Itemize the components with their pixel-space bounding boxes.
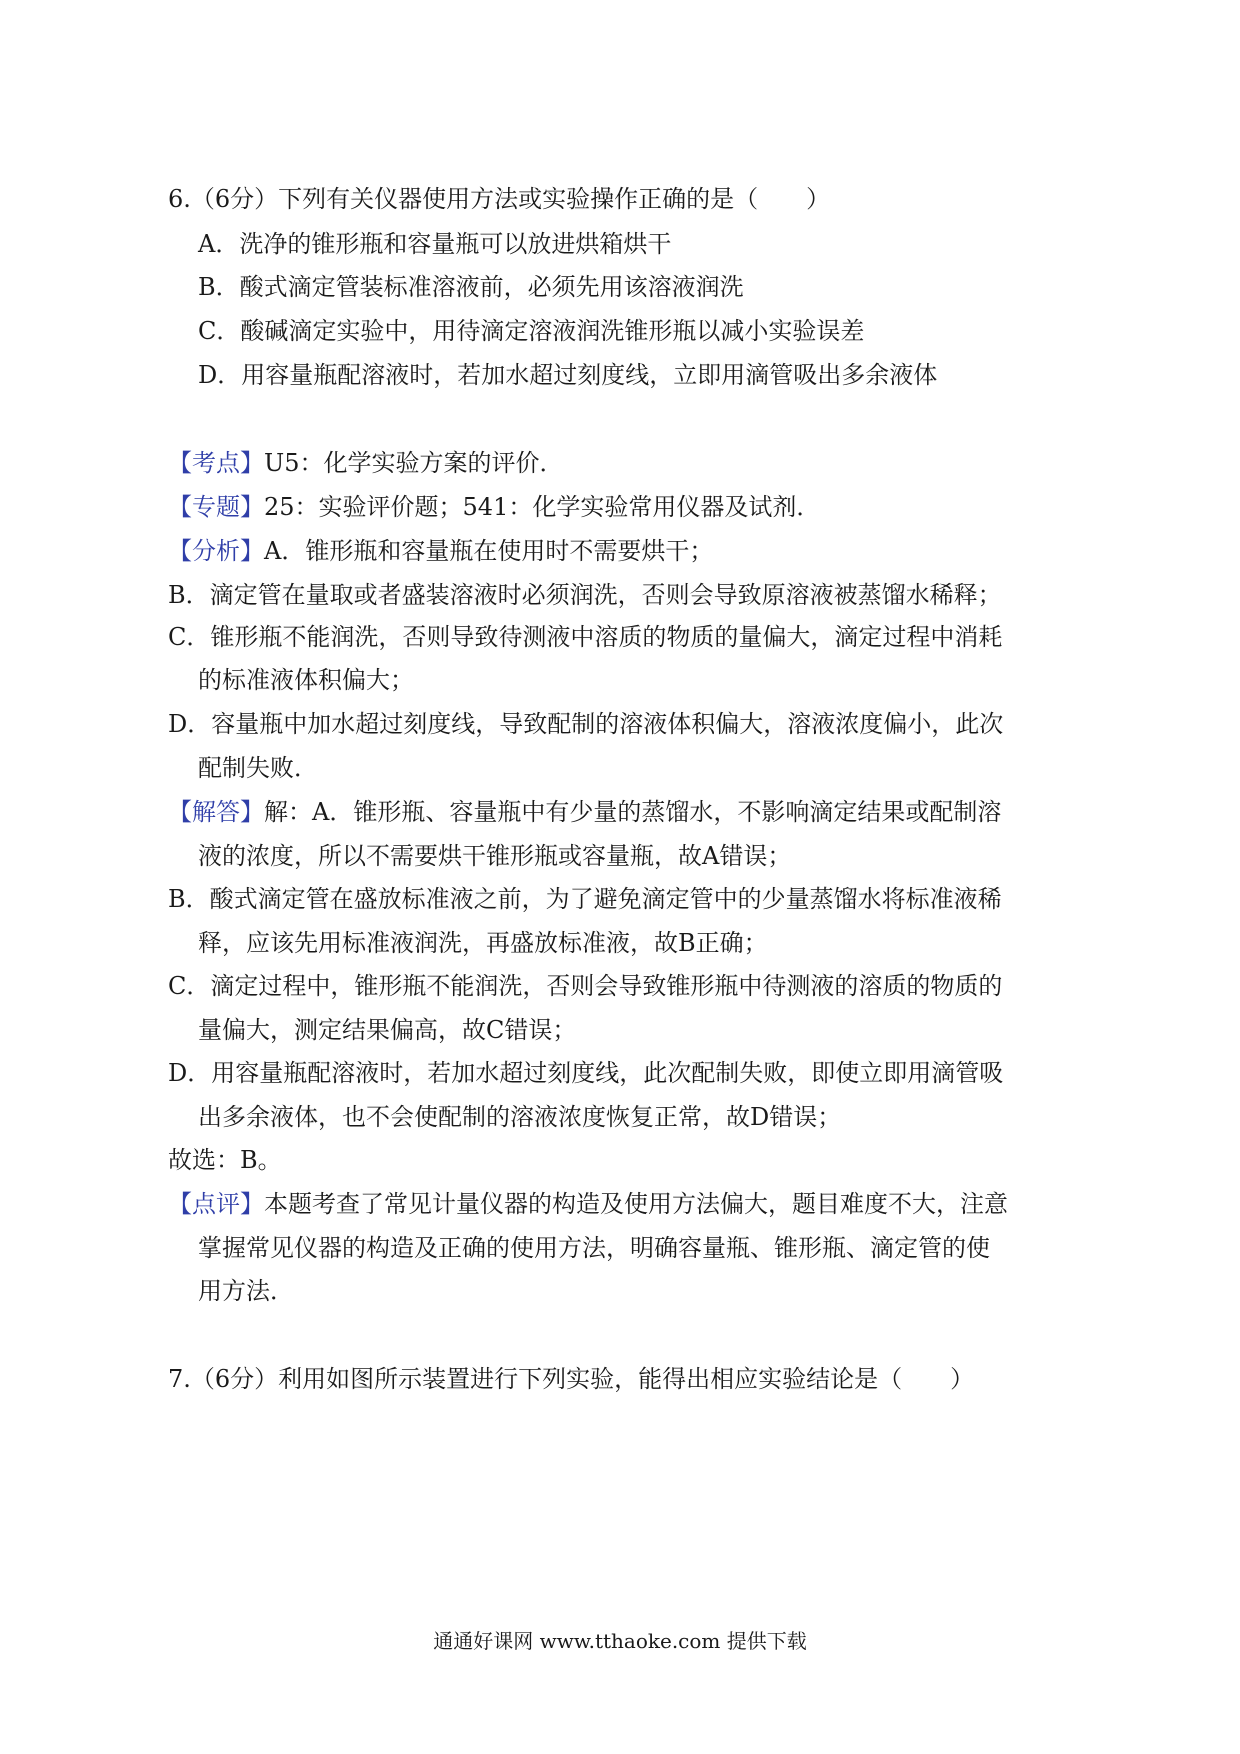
fenxi-line-5: D．容量瓶中加水超过刻度线，导致配制的溶液体积偏大，溶液浓度偏小，此次 [168, 710, 1004, 738]
jieda-line-1 [168, 797, 1001, 827]
question-6-stem: 6.（6分）下列有关仪器使用方法或实验操作正确的是（ ） [168, 185, 831, 213]
question-7-stem: 7.（6分）利用如图所示装置进行下列实验，能得出相应实验结论是（ ） [168, 1365, 975, 1393]
jieda-line-5: C．滴定过程中，锥形瓶不能润洗，否则会导致锥形瓶中待测液的溶质的物质的 [168, 972, 1003, 1000]
jieda-line-6: 量偏大，测定结果偏高，故C错误； [198, 1016, 577, 1044]
dianping-tag: 【点评】 [168, 1190, 264, 1218]
zhuanti-line [168, 492, 820, 522]
jieda-line-3: B．酸式滴定管在盛放标准液之前，为了避免滴定管中的少量蒸馏水将标准液稀 [168, 885, 1002, 913]
kaodian-tag: 【考点】 [168, 449, 264, 477]
fenxi-line-3: C．锥形瓶不能润洗，否则导致待测液中溶质的物质的量偏大，滴定过程中消耗 [168, 623, 1003, 651]
fenxi-tag: 【分析】 [168, 537, 264, 565]
jieda-text: 解：A．锥形瓶、容量瓶中有少量的蒸馏水，不影响滴定结果或配制溶 [264, 798, 1002, 826]
fenxi-line-6: 配制失败． [198, 754, 318, 782]
dianping-text: 本题考查了常见计量仪器的构造及使用方法偏大，题目难度不大，注意 [264, 1190, 1008, 1218]
zhuanti-text: 25：实验评价题；541：化学实验常用仪器及试剂． [264, 493, 821, 521]
jieda-line-9: 故选：B。 [168, 1146, 282, 1174]
kaodian-line [168, 448, 564, 478]
question-6-option-d: D．用容量瓶配溶液时，若加水超过刻度线，立即用滴管吸出多余液体 [198, 361, 938, 389]
kaodian-text: U5：化学实验方案的评价． [264, 449, 564, 477]
page-footer: 通通好课网 www.tthaoke.com 提供下载 [433, 1629, 807, 1653]
zhuanti-tag: 【专题】 [168, 493, 264, 521]
question-6-option-c: C．酸碱滴定实验中，用待滴定溶液润洗锥形瓶以减小实验误差 [198, 317, 865, 345]
jieda-tag: 【解答】 [168, 798, 264, 826]
dianping-line-2: 掌握常见仪器的构造及正确的使用方法，明确容量瓶、锥形瓶、滴定管的使 [198, 1234, 990, 1262]
fenxi-line-2: B．滴定管在量取或者盛装溶液时必须润洗，否则会导致原溶液被蒸馏水稀释； [168, 581, 1002, 609]
jieda-line-4: 释，应该先用标准液润洗，再盛放标准液，故B正确； [198, 929, 768, 957]
jieda-line-2: 液的浓度，所以不需要烘干锥形瓶或容量瓶，故A错误； [198, 842, 792, 870]
jieda-line-8: 出多余液体，也不会使配制的溶液浓度恢复正常，故D错误； [198, 1103, 842, 1131]
question-6-option-a: A．洗净的锥形瓶和容量瓶可以放进烘箱烘干 [198, 230, 672, 258]
question-6-option-b: B．酸式滴定管装标准溶液前，必须先用该溶液润洗 [198, 273, 744, 301]
jieda-line-7: D．用容量瓶配溶液时，若加水超过刻度线，此次配制失败，即使立即用滴管吸 [168, 1059, 1004, 1087]
dianping-line-3: 用方法． [198, 1277, 294, 1305]
fenxi-text: A．锥形瓶和容量瓶在使用时不需要烘干； [264, 537, 714, 565]
fenxi-line-4: 的标准液体积偏大； [198, 666, 414, 694]
dianping-line-1 [168, 1189, 1008, 1219]
fenxi-line-1 [168, 536, 713, 566]
